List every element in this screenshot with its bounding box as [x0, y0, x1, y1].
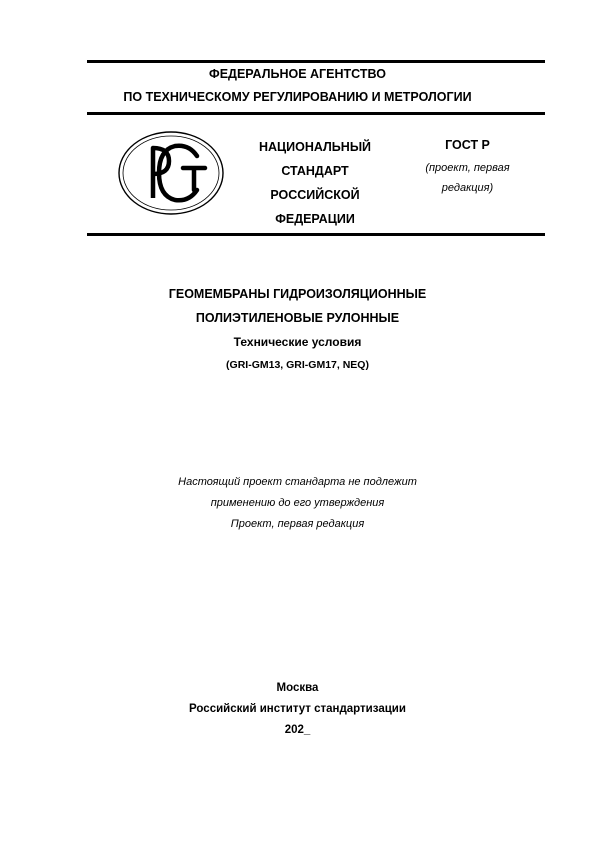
draft-status-line-2: редакция)	[441, 182, 494, 194]
footer-city: Москва	[276, 682, 319, 694]
national-line-2: СТАНДАРТ	[281, 164, 349, 178]
top-rule	[87, 60, 545, 63]
document-title-line-2: ПОЛИЭТИЛЕНОВЫЕ РУЛОННЫЕ	[195, 311, 400, 325]
document-subtitle: Технические условия	[233, 335, 362, 349]
notice-line-2: применению до его утверждения	[210, 497, 385, 509]
gost-code: ГОСТ Р	[445, 138, 490, 152]
footer-publisher: Российский институт стандартизации	[189, 703, 406, 715]
national-line-4: ФЕДЕРАЦИИ	[275, 212, 355, 226]
document-reference: (GRI-GM13, GRI-GM17, NEQ)	[226, 359, 369, 371]
national-line-1: НАЦИОНАЛЬНЫЙ	[258, 140, 372, 154]
document-title-line-1: ГЕОМЕМБРАНЫ ГИДРОИЗОЛЯЦИОННЫЕ	[168, 287, 427, 301]
national-standard-label	[240, 135, 390, 231]
national-line-3: РОССИЙСКОЙ	[270, 188, 360, 202]
rst-logo-icon	[117, 130, 225, 216]
agency-line-2: ПО ТЕХНИЧЕСКОМУ РЕГУЛИРОВАНИЮ И МЕТРОЛОГИИ	[123, 90, 472, 104]
agency-line-1: ФЕДЕРАЛЬНОЕ АГЕНТСТВО	[209, 67, 386, 81]
notice-line-1: Настоящий проект стандарта не подлежит	[178, 476, 417, 488]
footer-year: 202_	[284, 724, 311, 736]
block-bottom-rule	[87, 233, 545, 236]
draft-status-line-1: (проект, первая	[425, 162, 510, 174]
header-divider-rule	[87, 112, 545, 115]
notice-line-3: Проект, первая редакция	[230, 518, 365, 530]
